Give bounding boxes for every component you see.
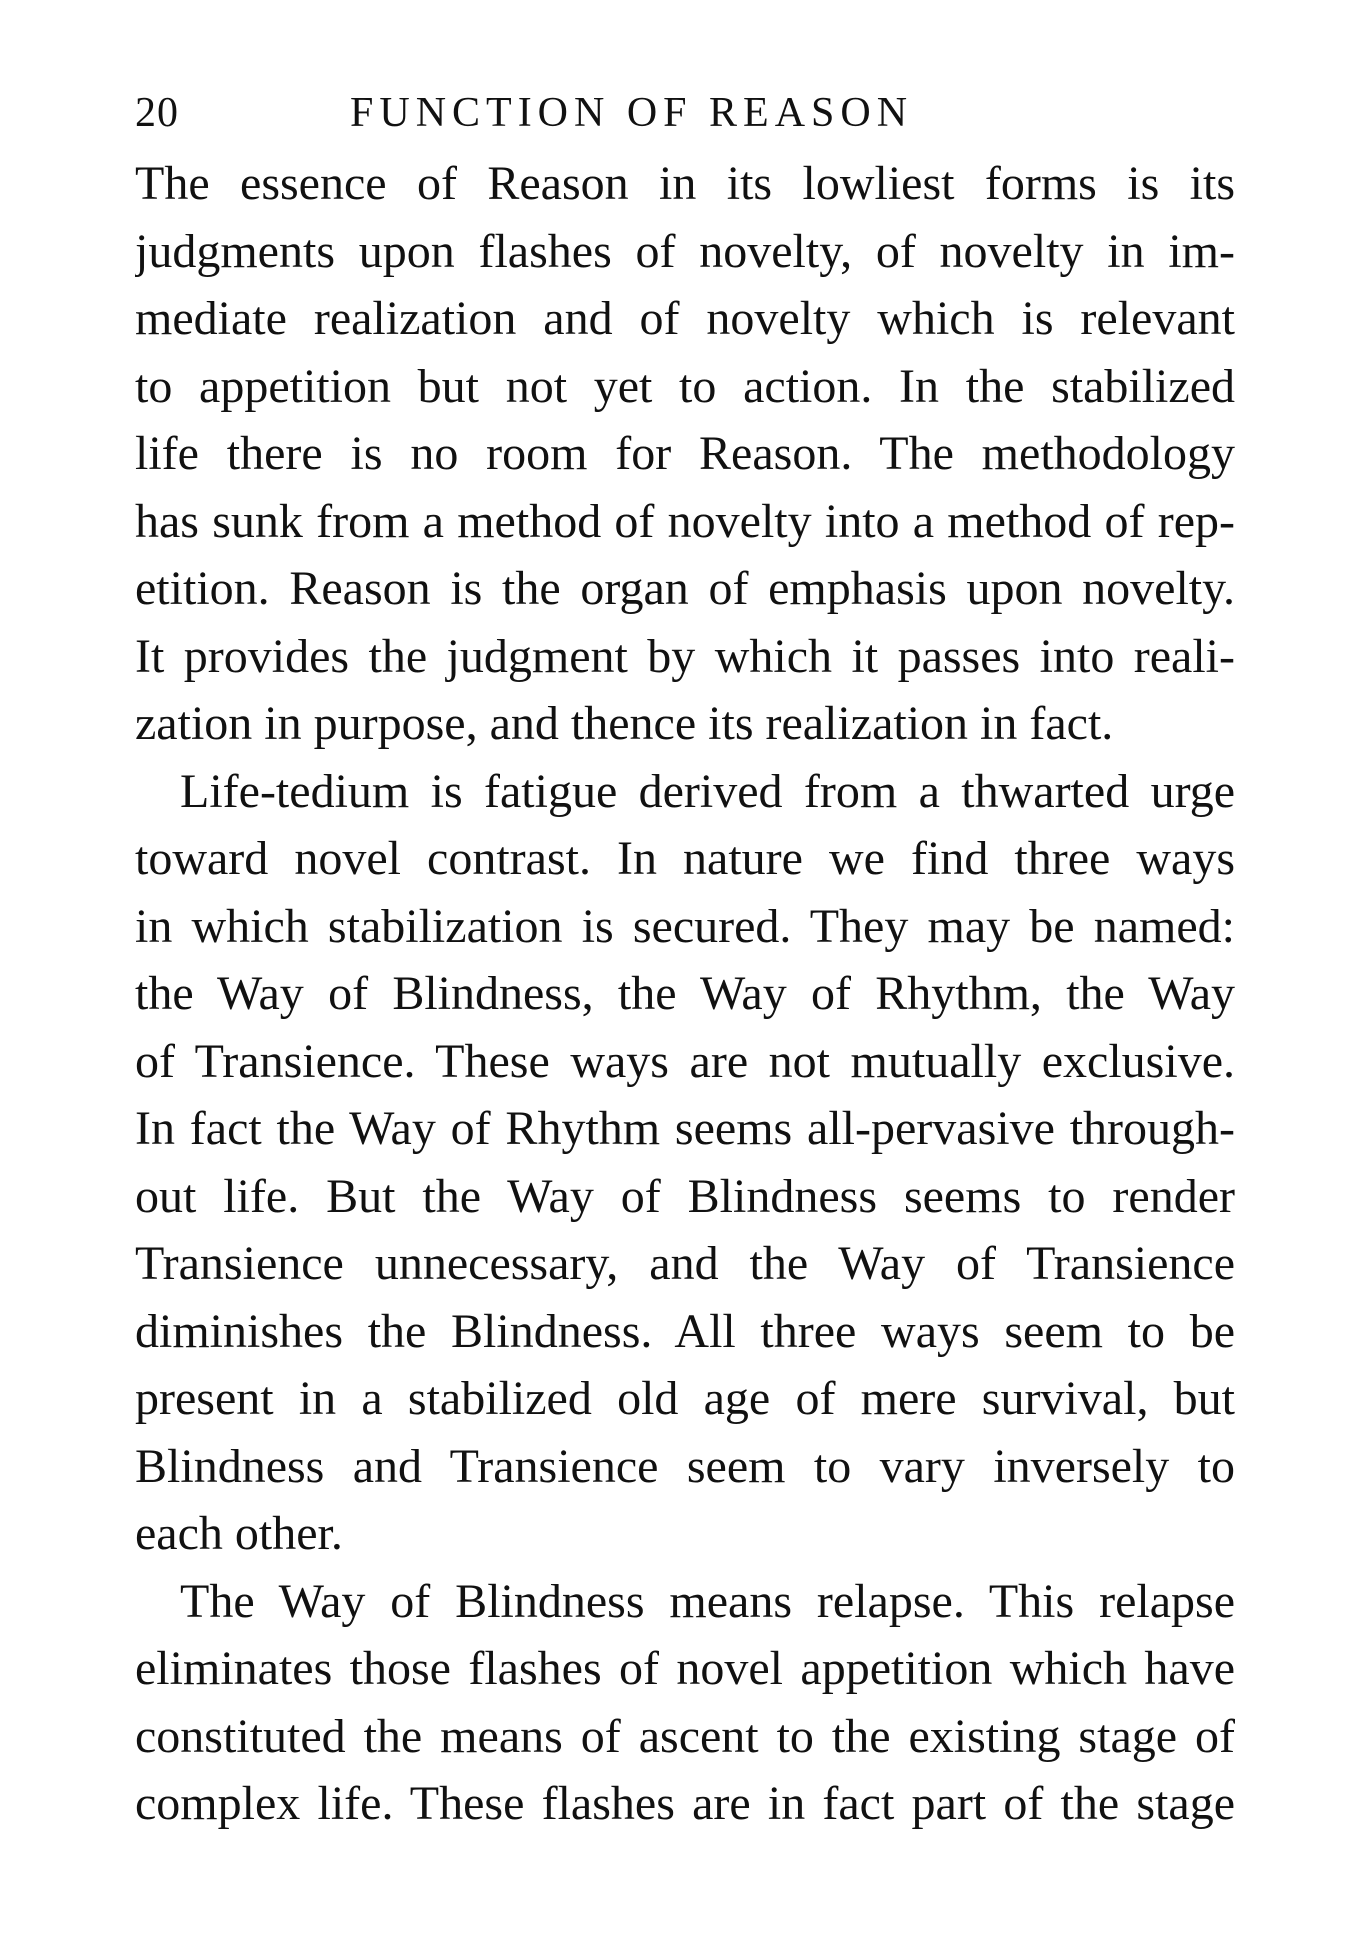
- text-line: the Way of Blindness, the Way of Rhythm, the Way: [135, 967, 1235, 1020]
- text-line: toward novel contrast. In nature we find three ways: [135, 832, 1235, 885]
- text-line: eliminates those flashes of novel appetition which have: [135, 1642, 1235, 1695]
- text-line: Life-tedium is fatigue derived from a thwarted urge: [180, 764, 1235, 818]
- text-line: The Way of Blindness means relapse. This relapse: [180, 1574, 1235, 1628]
- text-line: of Transience. These ways are not mutually exclusive.: [135, 1034, 1235, 1088]
- paragraph-1: [135, 150, 1235, 758]
- text-line: etition. Reason is the organ of emphasis upon novelty.: [135, 562, 1235, 615]
- text-line: complex life. These flashes are in fact part of the stage: [135, 1777, 1235, 1830]
- text-line: mediate realization and of novelty which is relevant: [135, 292, 1235, 345]
- running-head: [135, 88, 1235, 138]
- text-line: diminishes the Blindness. All three ways seem to be: [135, 1304, 1235, 1358]
- paragraph-2: [135, 758, 1235, 1568]
- text-line: life there is no room for Reason. The methodology: [135, 427, 1235, 480]
- text-line: to appetition but not yet to action. In the stabilized: [135, 359, 1235, 413]
- text-line: constituted the means of ascent to the existing stage of: [135, 1709, 1235, 1763]
- text-line: Blindness and Transience seem to vary inversely to: [135, 1439, 1235, 1493]
- paragraph-3: [135, 1568, 1235, 1838]
- text-line: It provides the judgment by which it passes into reali-: [135, 629, 1235, 683]
- text-line: judgments upon flashes of novelty, of novelty in im-: [135, 224, 1235, 278]
- text-line: zation in purpose, and thence its realization in fact.: [135, 697, 1114, 750]
- text-line: out life. But the Way of Blindness seems to render: [135, 1169, 1235, 1223]
- running-title: FUNCTION OF REASON: [350, 90, 914, 136]
- text-line: In fact the Way of Rhythm seems all-pervasive through-: [135, 1102, 1235, 1155]
- text-line: The essence of Reason in its lowliest forms is its: [135, 157, 1235, 210]
- body-text: [135, 150, 1235, 1838]
- text-line: in which stabilization is secured. They may be named:: [135, 899, 1235, 953]
- book-page: [135, 88, 1235, 1838]
- text-line: has sunk from a method of novelty into a method of rep-: [135, 494, 1235, 548]
- text-line: present in a stabilized old age of mere survival, but: [135, 1372, 1235, 1425]
- text-line: Transience unnecessary, and the Way of Transience: [135, 1237, 1235, 1290]
- text-line: each other.: [135, 1507, 343, 1560]
- page-number: 20: [135, 90, 179, 136]
